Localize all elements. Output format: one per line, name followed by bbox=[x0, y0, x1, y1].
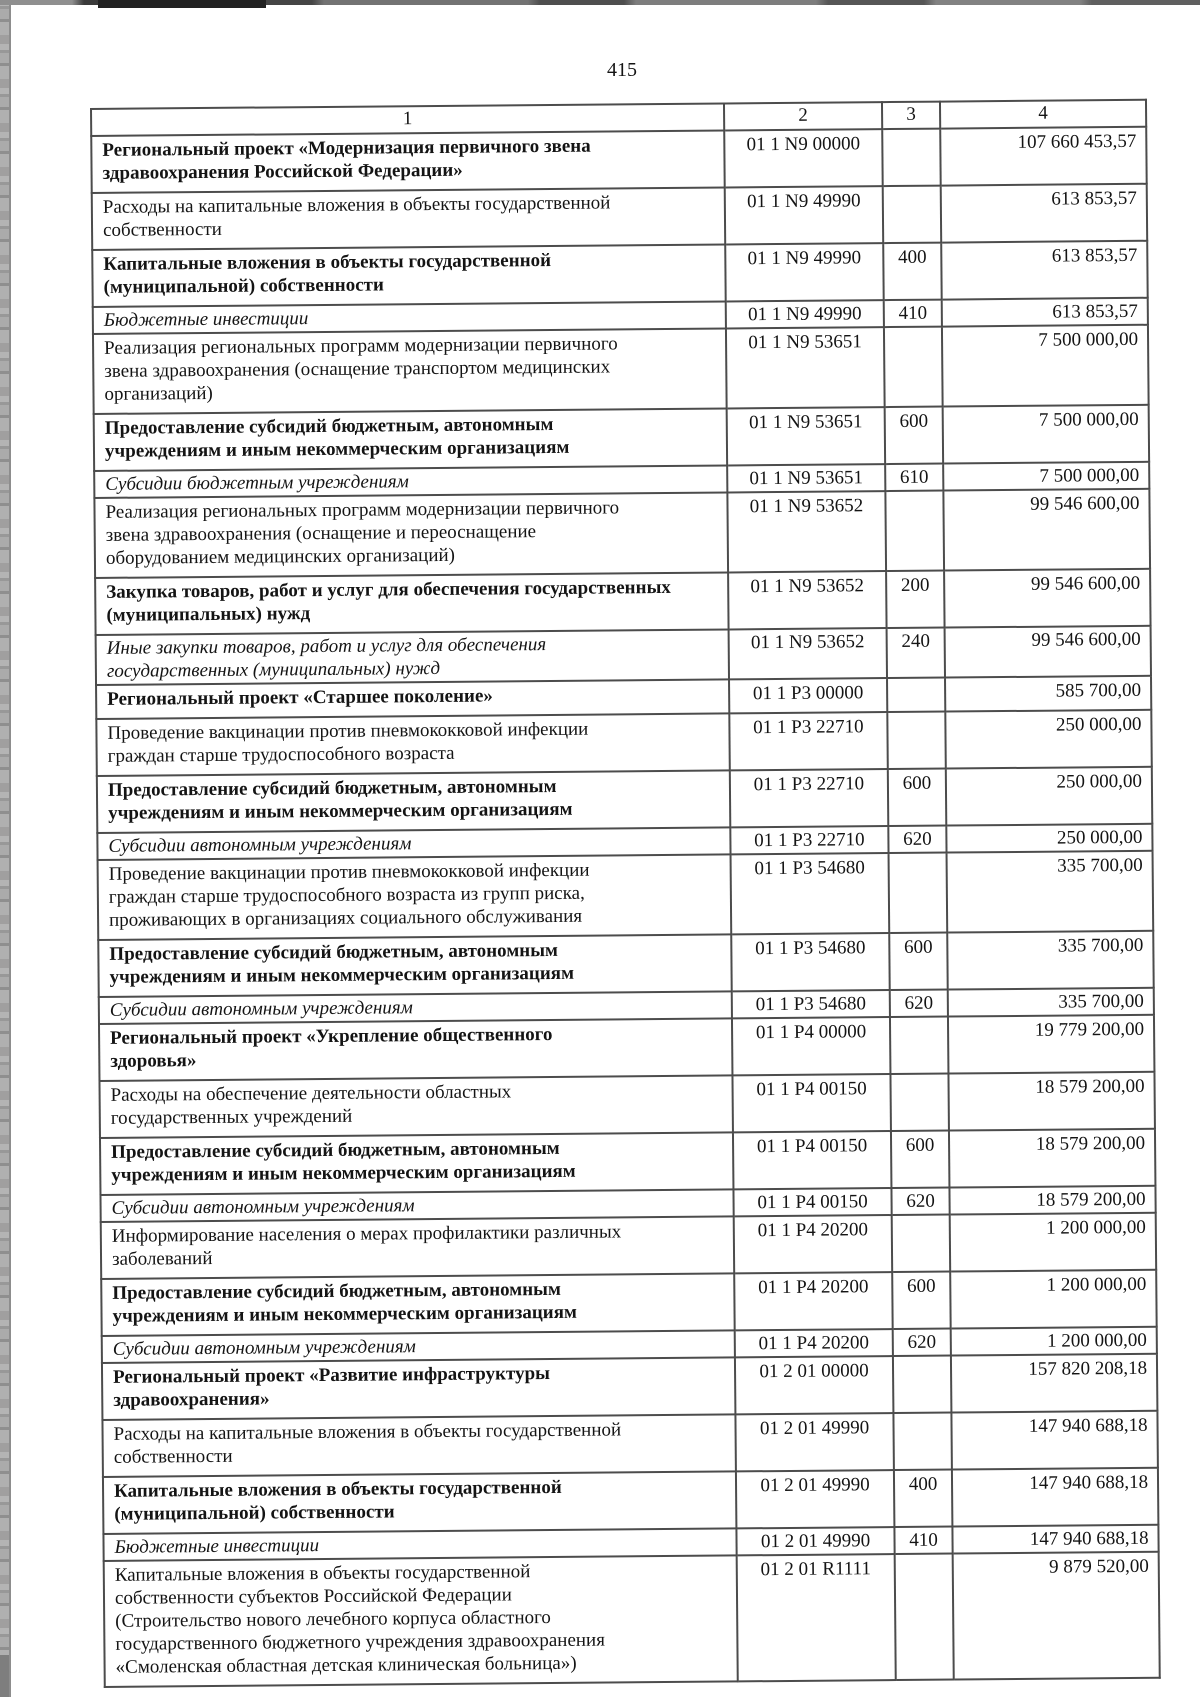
row-description-cell: Региональный проект «Модернизация первичного звена здравоохранения Российской Федерации» bbox=[91, 130, 724, 193]
row-amount-cell: 147 940 688,18 bbox=[951, 1411, 1157, 1470]
row-amount-cell: 99 546 600,00 bbox=[944, 569, 1150, 628]
row-description-cell: Предоставление субсидий бюджетным, автономным учреждениям и иным некоммерческим организациям bbox=[100, 1132, 733, 1195]
column-header-1: 1 bbox=[91, 103, 724, 136]
row-code-cell: 01 1 P4 20200 bbox=[734, 1272, 892, 1330]
table-row bbox=[96, 626, 1151, 685]
row-amount-cell: 1 200 000,00 bbox=[950, 1270, 1156, 1329]
row-amount-cell: 335 700,00 bbox=[947, 931, 1153, 990]
row-expense-type-cell: 600 bbox=[885, 407, 943, 465]
row-amount-cell: 19 779 200,00 bbox=[948, 1015, 1154, 1074]
row-code-cell: 01 1 P4 00000 bbox=[732, 1017, 890, 1075]
row-expense-type-cell: 400 bbox=[894, 1470, 952, 1528]
table-row bbox=[94, 489, 1150, 578]
row-description-cell: Субсидии бюджетным учреждениям bbox=[94, 465, 727, 498]
scan-left-edge-artifact bbox=[0, 0, 11, 1697]
row-code-cell: 01 1 P3 54680 bbox=[731, 933, 889, 991]
row-description-cell: Закупка товаров, работ и услуг для обеспечения государственных (муниципальных) нужд bbox=[95, 572, 728, 635]
row-code-cell: 01 1 P3 22710 bbox=[729, 712, 887, 770]
row-amount-cell: 613 853,57 bbox=[941, 241, 1147, 300]
row-amount-cell: 335 700,00 bbox=[948, 988, 1154, 1017]
row-code-cell: 01 2 01 R1111 bbox=[737, 1554, 896, 1681]
row-code-cell: 01 1 P4 20200 bbox=[734, 1215, 892, 1273]
table-body bbox=[91, 127, 1159, 1687]
row-expense-type-cell bbox=[882, 129, 940, 187]
row-expense-type-cell: 400 bbox=[883, 243, 941, 301]
table-row bbox=[98, 931, 1153, 997]
row-amount-cell: 99 546 600,00 bbox=[943, 489, 1150, 571]
row-code-cell: 01 1 P3 22710 bbox=[730, 769, 888, 827]
row-amount-cell: 7 500 000,00 bbox=[943, 405, 1149, 464]
row-expense-type-cell bbox=[895, 1554, 954, 1681]
row-description-cell: Предоставление субсидий бюджетным, автономным учреждениям и иным некоммерческим организациям bbox=[97, 770, 730, 833]
row-description-cell: Реализация региональных программ модернизации первичного звена здравоохранения (оснащение транспортом медицинских организаций) bbox=[93, 328, 727, 414]
row-description-cell: Проведение вакцинации против пневмококковой инфекции граждан старше трудоспособного возраста bbox=[96, 713, 729, 776]
row-description-cell: Субсидии автономным учреждениям bbox=[97, 827, 730, 860]
row-amount-cell: 147 940 688,18 bbox=[952, 1525, 1158, 1554]
row-amount-cell: 147 940 688,18 bbox=[952, 1468, 1158, 1527]
row-code-cell: 01 2 01 49990 bbox=[736, 1470, 894, 1528]
table-row bbox=[91, 127, 1146, 193]
document-sheet bbox=[90, 99, 1161, 1688]
row-code-cell: 01 2 01 49990 bbox=[736, 1527, 894, 1555]
table-row bbox=[92, 184, 1147, 250]
row-expense-type-cell: 600 bbox=[888, 769, 946, 827]
row-description-cell: Региональный проект «Укрепление общественного здоровья» bbox=[99, 1018, 732, 1081]
row-code-cell: 01 1 N9 53652 bbox=[728, 571, 886, 629]
table-row bbox=[100, 1129, 1155, 1195]
table-row bbox=[102, 1354, 1157, 1420]
row-expense-type-cell: 600 bbox=[891, 1131, 949, 1189]
row-expense-type-cell bbox=[893, 1413, 951, 1471]
table-row bbox=[99, 1072, 1154, 1138]
row-description-cell: Региональный проект «Старшее поколение» bbox=[96, 679, 729, 719]
row-description-cell: Субсидии автономным учреждениям bbox=[100, 1189, 733, 1222]
row-expense-type-cell: 620 bbox=[888, 826, 946, 854]
row-amount-cell: 18 579 200,00 bbox=[949, 1186, 1155, 1215]
table-row bbox=[103, 1468, 1158, 1534]
table-row bbox=[96, 710, 1151, 776]
row-code-cell: 01 1 P3 22710 bbox=[730, 826, 888, 854]
table-row bbox=[99, 1015, 1154, 1081]
row-code-cell: 01 2 01 49990 bbox=[735, 1413, 893, 1471]
table-row bbox=[104, 1552, 1160, 1687]
row-expense-type-cell: 620 bbox=[893, 1329, 951, 1357]
row-expense-type-cell bbox=[893, 1356, 951, 1414]
row-expense-type-cell: 600 bbox=[889, 933, 947, 991]
row-amount-cell: 250 000,00 bbox=[946, 824, 1152, 853]
column-header-2: 2 bbox=[724, 102, 882, 130]
row-description-cell: Иные закупки товаров, работ и услуг для обеспечения государственных (муниципальных) нужд bbox=[96, 629, 729, 685]
row-expense-type-cell: 620 bbox=[891, 1188, 949, 1216]
row-amount-cell: 250 000,00 bbox=[946, 767, 1152, 826]
row-code-cell: 01 1 N9 53651 bbox=[727, 407, 885, 465]
row-code-cell: 01 1 N9 53652 bbox=[727, 491, 886, 572]
row-code-cell: 01 1 P4 00150 bbox=[733, 1131, 891, 1189]
row-expense-type-cell bbox=[889, 853, 948, 934]
row-code-cell: 01 1 P3 54680 bbox=[731, 853, 890, 934]
table-row bbox=[101, 1213, 1156, 1279]
row-amount-cell: 7 500 000,00 bbox=[942, 325, 1149, 407]
row-amount-cell: 157 820 208,18 bbox=[951, 1354, 1157, 1413]
table-row bbox=[102, 1411, 1157, 1477]
scan-top-edge-artifact bbox=[0, 0, 1200, 5]
row-amount-cell: 335 700,00 bbox=[947, 851, 1154, 933]
row-amount-cell: 1 200 000,00 bbox=[951, 1327, 1157, 1356]
row-amount-cell: 613 853,57 bbox=[942, 298, 1148, 327]
row-description-cell: Предоставление субсидий бюджетным, автономным учреждениям и иным некоммерческим организациям bbox=[94, 408, 727, 471]
row-amount-cell: 18 579 200,00 bbox=[948, 1072, 1154, 1131]
page-number: 415 bbox=[607, 59, 637, 81]
row-amount-cell: 613 853,57 bbox=[941, 184, 1147, 243]
row-description-cell: Реализация региональных программ модернизации первичного звена здравоохранения (оснащение и переоснащение оборудованием медицинских организаций) bbox=[94, 492, 728, 578]
row-description-cell: Предоставление субсидий бюджетным, автономным учреждениям и иным некоммерческим организациям bbox=[101, 1273, 734, 1336]
row-code-cell: 01 1 N9 00000 bbox=[724, 129, 882, 187]
row-expense-type-cell bbox=[884, 327, 943, 408]
budget-table bbox=[90, 99, 1161, 1688]
row-description-cell: Региональный проект «Развитие инфраструктуры здравоохранения» bbox=[102, 1357, 735, 1420]
row-amount-cell: 250 000,00 bbox=[945, 710, 1151, 769]
row-code-cell: 01 1 N9 49990 bbox=[726, 300, 884, 328]
row-amount-cell: 18 579 200,00 bbox=[949, 1129, 1155, 1188]
row-amount-cell: 7 500 000,00 bbox=[943, 462, 1149, 491]
row-amount-cell: 9 879 520,00 bbox=[953, 1552, 1160, 1680]
column-header-3: 3 bbox=[882, 102, 940, 130]
row-description-cell: Проведение вакцинации против пневмококковой инфекции граждан старше трудоспособного возраста из групп риска, проживающих в организациях социального обслуживания bbox=[98, 854, 732, 940]
row-amount-cell: 585 700,00 bbox=[945, 676, 1151, 712]
table-row bbox=[92, 241, 1147, 307]
row-code-cell: 01 1 P4 00150 bbox=[733, 1188, 891, 1216]
row-amount-cell: 107 660 453,57 bbox=[940, 127, 1146, 186]
row-code-cell: 01 1 P4 00150 bbox=[732, 1074, 890, 1132]
row-expense-type-cell bbox=[890, 1074, 948, 1132]
row-expense-type-cell bbox=[887, 712, 945, 770]
row-amount-cell: 1 200 000,00 bbox=[950, 1213, 1156, 1272]
row-code-cell: 01 1 N9 49990 bbox=[725, 243, 883, 301]
row-description-cell: Субсидии автономным учреждениям bbox=[99, 991, 732, 1024]
column-header-4: 4 bbox=[940, 100, 1146, 129]
table-row bbox=[97, 767, 1152, 833]
table-row bbox=[95, 569, 1150, 635]
row-expense-type-cell: 240 bbox=[887, 628, 945, 679]
table-row bbox=[93, 325, 1149, 414]
row-expense-type-cell bbox=[885, 491, 944, 572]
row-amount-cell: 99 546 600,00 bbox=[945, 626, 1151, 678]
row-code-cell: 01 1 P4 20200 bbox=[735, 1329, 893, 1357]
table-row bbox=[98, 851, 1154, 940]
table-row bbox=[101, 1270, 1156, 1336]
row-description-cell: Расходы на капитальные вложения в объекты государственной собственности bbox=[92, 187, 725, 250]
row-description-cell: Капитальные вложения в объекты государственной (муниципальной) собственности bbox=[103, 1471, 736, 1534]
row-code-cell: 01 1 P3 00000 bbox=[729, 678, 887, 713]
row-code-cell: 01 1 N9 53651 bbox=[727, 464, 885, 492]
row-expense-type-cell: 410 bbox=[884, 300, 942, 328]
row-code-cell: 01 1 N9 53651 bbox=[726, 327, 885, 408]
row-description-cell: Расходы на обеспечение деятельности областных государственных учреждений bbox=[99, 1075, 732, 1138]
row-description-cell: Капитальные вложения в объекты государственной собственности субъектов Российской Федерации (Строительство нового лечебного корпуса областного государственного бюджетного учреждения здравоохранения «Смоленская областная детская клиническая больница») bbox=[104, 1555, 738, 1687]
row-expense-type-cell bbox=[883, 186, 941, 244]
row-expense-type-cell bbox=[890, 1017, 948, 1075]
row-description-cell: Капитальные вложения в объекты государственной (муниципальной) собственности bbox=[92, 244, 725, 307]
row-code-cell: 01 2 01 00000 bbox=[735, 1356, 893, 1414]
row-code-cell: 01 1 N9 53652 bbox=[729, 628, 887, 679]
row-description-cell: Бюджетные инвестиции bbox=[93, 301, 726, 334]
row-expense-type-cell: 200 bbox=[886, 571, 944, 629]
row-expense-type-cell: 620 bbox=[890, 990, 948, 1018]
row-code-cell: 01 1 P3 54680 bbox=[732, 990, 890, 1018]
row-expense-type-cell bbox=[892, 1215, 950, 1273]
row-expense-type-cell: 610 bbox=[885, 464, 943, 492]
table-row bbox=[94, 405, 1149, 471]
row-expense-type-cell: 410 bbox=[894, 1527, 952, 1555]
row-expense-type-cell bbox=[887, 678, 945, 713]
row-description-cell: Расходы на капитальные вложения в объекты государственной собственности bbox=[102, 1414, 735, 1477]
row-expense-type-cell: 600 bbox=[892, 1272, 950, 1330]
row-code-cell: 01 1 N9 49990 bbox=[725, 186, 883, 244]
row-description-cell: Предоставление субсидий бюджетным, автономным учреждениям и иным некоммерческим организациям bbox=[98, 934, 731, 997]
row-description-cell: Субсидии автономным учреждениям bbox=[102, 1330, 735, 1363]
row-description-cell: Информирование населения о мерах профилактики различных заболеваний bbox=[101, 1216, 734, 1279]
row-description-cell: Бюджетные инвестиции bbox=[103, 1528, 736, 1561]
